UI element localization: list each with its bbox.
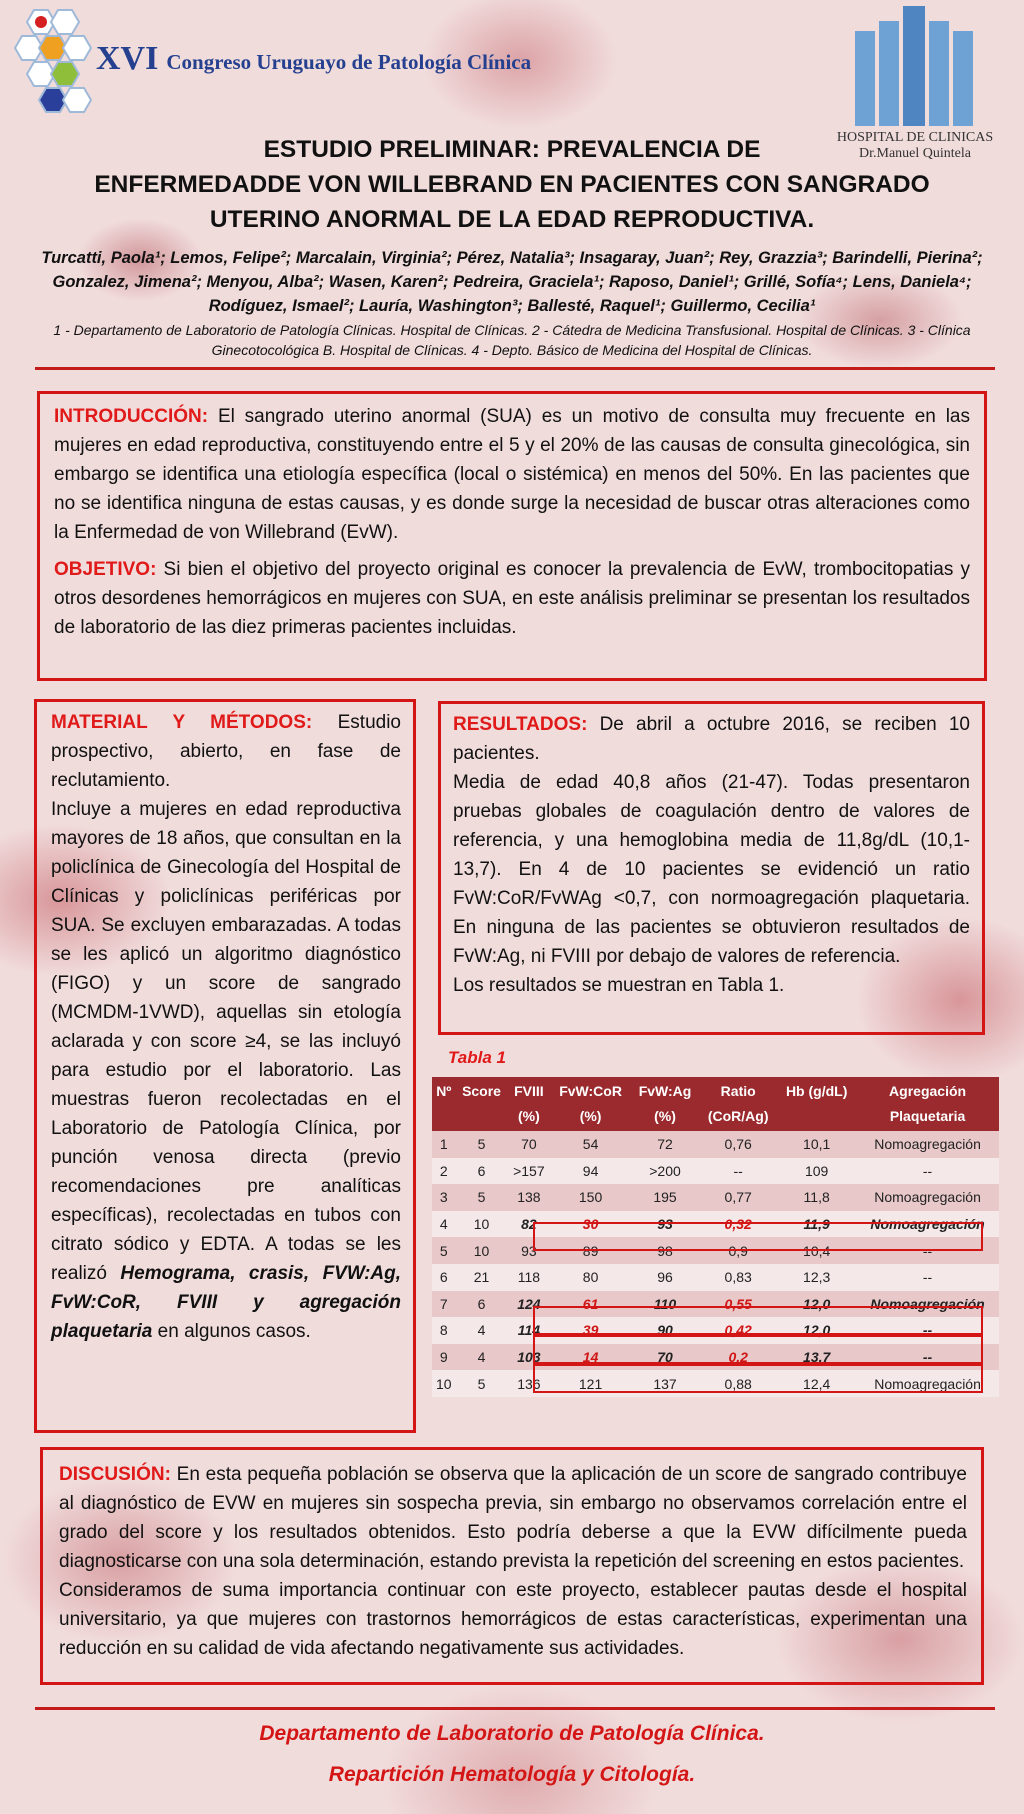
table-cell: 6 xyxy=(456,1291,508,1318)
footer-line-2: Repartición Hematología y Citología. xyxy=(328,1763,696,1786)
congress-logo-icon xyxy=(14,8,96,128)
table-cell: 121 xyxy=(550,1370,631,1397)
hospital-logo-icon xyxy=(855,6,975,126)
table-cell: 93 xyxy=(631,1211,699,1238)
table-cell: -- xyxy=(856,1237,999,1264)
table-cell: 94 xyxy=(550,1158,631,1185)
title-line-2: ENFERMEDADDE VON WILLEBRAND EN PACIENTES CON SANGRADO xyxy=(94,171,930,198)
table-cell: 5 xyxy=(456,1370,508,1397)
table-cell: -- xyxy=(856,1264,999,1291)
discussion-text-2: Consideramos de suma importancia continuar con este proyecto, establecer pautas desde el hospital universitario, ya que mujeres con trastornos hemorrágicos de estas características, experimentan una reducción en su calidad de vida afectando negativamente sus actividades. xyxy=(59,1580,967,1659)
table-row xyxy=(432,1211,999,1238)
discussion-text-1: En esta pequeña población se observa que la aplicación de un score de sangrado contribuye al diagnóstico de EVW en mujeres sin sospecha previa, sin embargo no observamos correlación entre el grado del score y los resultados obtenidos. Esto podría deberse a que la EVW difícilmente pueda diagnosticarse con una sola determinación, estando prevista la repetición del screening en estos pacientes. xyxy=(59,1464,967,1572)
objetivo-paragraph xyxy=(54,555,970,642)
table-cell: 124 xyxy=(507,1291,550,1318)
table-cell: 137 xyxy=(631,1370,699,1397)
table-header-cell: Hb (g/dL) xyxy=(777,1077,856,1131)
table-cell: 61 xyxy=(550,1291,631,1318)
congress-number: XVI xyxy=(96,40,159,77)
table-cell: 0,32 xyxy=(699,1211,777,1238)
intro-text: El sangrado uterino anormal (SUA) es un motivo de consulta muy frecuente en las mujeres en edad reproductiva, constituyendo entre el 5 y el 20% de las causas de consulta ginecológica, sin embargo se identifica una etiología específica (local o sistémica) en menos del 50%. En las pacientes que no se identifica ninguna de estas causas, y es donde surge la necesidad de buscar otras alteraciones como la Enfermedad de von Willebrand (EvW). xyxy=(54,406,970,543)
table-cell: 0,2 xyxy=(699,1344,777,1371)
table-cell: 0,55 xyxy=(699,1291,777,1318)
results-text-3: Los resultados se muestran en Tabla 1. xyxy=(453,975,785,996)
table-cell: 14 xyxy=(550,1344,631,1371)
table-cell: 5 xyxy=(432,1237,456,1264)
table-header-cell: Ratio (CoR/Ag) xyxy=(699,1077,777,1131)
divider-top xyxy=(35,367,995,370)
methods-heading: MATERIAL Y MÉTODOS: xyxy=(51,712,313,733)
intro-box xyxy=(37,391,987,681)
table-cell: 0,88 xyxy=(699,1370,777,1397)
table-cell: Nomoagregación xyxy=(856,1211,999,1238)
table-cell: 118 xyxy=(507,1264,550,1291)
footer-line-1: Departamento de Laboratorio de Patología Clínica. xyxy=(259,1722,765,1745)
congress-title xyxy=(96,40,531,78)
congress-name: Congreso Uruguayo de Patología Clínica xyxy=(166,50,532,74)
results-paragraph-1 xyxy=(453,710,970,768)
table-header-cell: Score xyxy=(456,1077,508,1131)
table-cell: -- xyxy=(856,1344,999,1371)
table-cell: 10 xyxy=(456,1237,508,1264)
table-cell: 114 xyxy=(507,1317,550,1344)
table-cell: 195 xyxy=(631,1184,699,1211)
table-cell: 138 xyxy=(507,1184,550,1211)
table-row xyxy=(432,1370,999,1397)
table-cell: 10,1 xyxy=(777,1131,856,1158)
results-text-2: Media de edad 40,8 años (21-47). Todas presentaron pruebas globales de coagulación dentro de valores de referencia, y una hemoglobina media de 11,8g/dL (10,1-13,7). En 4 de 10 pacientes se evidenció un ratio FvW:CoR/FvWAg <0,7, con normoagregación plaquetaria. En ninguna de las pacientes se obtuvieron resultados de FvW:Ag, ni FVIII por debajo de valores de referencia. xyxy=(453,772,970,967)
hospital-name: HOSPITAL DE CLINICAS xyxy=(836,130,994,145)
table-cell: 11,9 xyxy=(777,1211,856,1238)
table-header xyxy=(432,1077,999,1131)
table-cell: 54 xyxy=(550,1131,631,1158)
methods-paragraph-2 xyxy=(51,795,401,1346)
table-cell: 30 xyxy=(550,1211,631,1238)
table-cell: 109 xyxy=(777,1158,856,1185)
table-cell: 5 xyxy=(456,1131,508,1158)
table-cell: 21 xyxy=(456,1264,508,1291)
table-cell: 2 xyxy=(432,1158,456,1185)
table-cell: 10 xyxy=(432,1370,456,1397)
table-cell: 1 xyxy=(432,1131,456,1158)
table-cell: Nomoagregación xyxy=(856,1370,999,1397)
table-header-cell: Agregación Plaquetaria xyxy=(856,1077,999,1131)
table-cell: 93 xyxy=(507,1237,550,1264)
discussion-box xyxy=(40,1447,984,1685)
table-cell: 39 xyxy=(550,1317,631,1344)
table-row xyxy=(432,1158,999,1185)
table-cell: 4 xyxy=(456,1317,508,1344)
results-heading: RESULTADOS: xyxy=(453,714,588,735)
methods-text-1: Estudio prospectivo, abierto, en fase de reclutamiento. xyxy=(51,712,401,791)
results-box xyxy=(438,701,985,1035)
table-cell: 12,3 xyxy=(777,1264,856,1291)
objetivo-heading: OBJETIVO: xyxy=(54,559,157,580)
results-table xyxy=(432,1077,999,1397)
table-row xyxy=(432,1317,999,1344)
table-cell: 7 xyxy=(432,1291,456,1318)
table-cell: 6 xyxy=(456,1158,508,1185)
table-row xyxy=(432,1184,999,1211)
table-cell: 5 xyxy=(456,1184,508,1211)
table-cell: 70 xyxy=(507,1131,550,1158)
discussion-paragraph-1 xyxy=(59,1460,967,1576)
table-cell: Nomoagregación xyxy=(856,1291,999,1318)
table-header-cell: FvW:CoR (%) xyxy=(550,1077,631,1131)
table-row xyxy=(432,1344,999,1371)
intro-paragraph xyxy=(54,402,970,547)
table-cell: 13,7 xyxy=(777,1344,856,1371)
title-line-3: UTERINO ANORMAL DE LA EDAD REPRODUCTIVA. xyxy=(209,206,815,233)
table-header-cell: FVIII (%) xyxy=(507,1077,550,1131)
table-cell: -- xyxy=(856,1317,999,1344)
table-cell: 82 xyxy=(507,1211,550,1238)
affiliations: 1 - Departamento de Laboratorio de Patología Clínicas. Hospital de Clínicas. 2 - Cátedra de Medicina Transfusional. Hospital de Clínicas. 3 - Clínica Ginecotocológica B. Hospital de Clínicas. 4 - Depto. Básico de Medicina del Hospital de Clínicas. xyxy=(53,322,971,358)
table-caption: Tabla 1 xyxy=(448,1048,506,1067)
table-cell: 89 xyxy=(550,1237,631,1264)
table-cell: 10,4 xyxy=(777,1237,856,1264)
methods-box xyxy=(34,699,416,1433)
table-cell: 70 xyxy=(631,1344,699,1371)
table-cell: 72 xyxy=(631,1131,699,1158)
authors: Turcatti, Paola¹; Lemos, Felipe²; Marcalain, Virginia²; Pérez, Natalia³; Insagaray, Juan²; Rey, Grazzia³; Barindelli, Pierina²; Gonzalez, Jimena²; Menyou, Alba²; Wasen, Karen²; Pedreira, Graciela¹; Raposo, Daniel¹; Grillé, Sofía⁴; Lens, Daniela⁴; Rodíguez, Ismael²; Lauría, Washington³; Ballesté, Raquel¹; Guillermo, Cecilia¹ xyxy=(41,249,983,315)
table-cell: 12,4 xyxy=(777,1370,856,1397)
table-cell: 12,0 xyxy=(777,1291,856,1318)
methods-text-3: en algunos casos. xyxy=(152,1321,311,1342)
table-cell: 10 xyxy=(456,1211,508,1238)
methods-text-2: Incluye a mujeres en edad reproductiva mayores de 18 años, que consultan en la policlínica de Ginecología del Hospital de Clínicas y policlínicas periféricas por SUA. Se excluyen embarazadas. A todas se les aplicó un algoritmo diagnóstico (FIGO) y un score de sangrado (MCMDM-1VWD), aquellas sin etología aclarada y con score ≥4, se las incluyó para estudio por el laboratorio. Las muestras fueron recolectadas en el Laboratorio de Patología Clínica, por punción venosa directa (previo recomendaciones pre analíticas específicas), recolectadas en tubos con citrato sódico y EDTA. A todas se les realizó xyxy=(51,799,401,1284)
table-body xyxy=(432,1131,999,1397)
table-cell: 150 xyxy=(550,1184,631,1211)
table-cell: 9 xyxy=(432,1344,456,1371)
table-cell: 6 xyxy=(432,1264,456,1291)
table-cell: 0,76 xyxy=(699,1131,777,1158)
table-row xyxy=(432,1291,999,1318)
table-cell: 4 xyxy=(432,1211,456,1238)
table-header-cell: FvW:Ag (%) xyxy=(631,1077,699,1131)
table-header-cell: Nº xyxy=(432,1077,456,1131)
table-cell: 98 xyxy=(631,1237,699,1264)
intro-heading: INTRODUCCIÓN: xyxy=(54,406,209,427)
table-cell: 4 xyxy=(456,1344,508,1371)
table-cell: 103 xyxy=(507,1344,550,1371)
methods-bold: Hemograma, crasis, FVW:Ag, FvW:CoR, FVIII y agregación plaquetaria xyxy=(51,1263,402,1342)
table-cell: 0,77 xyxy=(699,1184,777,1211)
table-cell: 0,9 xyxy=(699,1237,777,1264)
table-cell: >200 xyxy=(631,1158,699,1185)
methods-paragraph-1 xyxy=(51,708,401,795)
table-row xyxy=(432,1131,999,1158)
title-line-1: ESTUDIO PRELIMINAR: PREVALENCIA DE xyxy=(263,136,761,163)
table-cell: 12,0 xyxy=(777,1317,856,1344)
table-cell: >157 xyxy=(507,1158,550,1185)
table-cell: 110 xyxy=(631,1291,699,1318)
table-cell: 96 xyxy=(631,1264,699,1291)
table-cell: -- xyxy=(856,1158,999,1185)
divider-bottom xyxy=(35,1707,995,1710)
hospital-subname: Dr.Manuel Quintela xyxy=(859,146,971,161)
table-cell: 8 xyxy=(432,1317,456,1344)
discussion-heading: DISCUSIÓN: xyxy=(59,1464,171,1485)
table-cell: Nomoagregación xyxy=(856,1131,999,1158)
table-cell: 3 xyxy=(432,1184,456,1211)
table-row xyxy=(432,1237,999,1264)
table-cell: 0,83 xyxy=(699,1264,777,1291)
table-cell: 11,8 xyxy=(777,1184,856,1211)
table-cell: 136 xyxy=(507,1370,550,1397)
table-cell: -- xyxy=(699,1158,777,1185)
poster-title xyxy=(40,132,984,237)
table-cell: Nomoagregación xyxy=(856,1184,999,1211)
table-cell: 80 xyxy=(550,1264,631,1291)
table-cell: 90 xyxy=(631,1317,699,1344)
results-text-1: De abril a octubre 2016, se reciben 10 pacientes. xyxy=(453,714,970,764)
objetivo-text: Si bien el objetivo del proyecto original es conocer la prevalencia de EvW, trombocitopatias y otros desordenes hemorrágicos en mujeres con SUA, en este análisis preliminar se presentan los resultados de laboratorio de las diez primeras pacientes incluidas. xyxy=(54,559,970,638)
table-row xyxy=(432,1264,999,1291)
table-cell: 0,42 xyxy=(699,1317,777,1344)
